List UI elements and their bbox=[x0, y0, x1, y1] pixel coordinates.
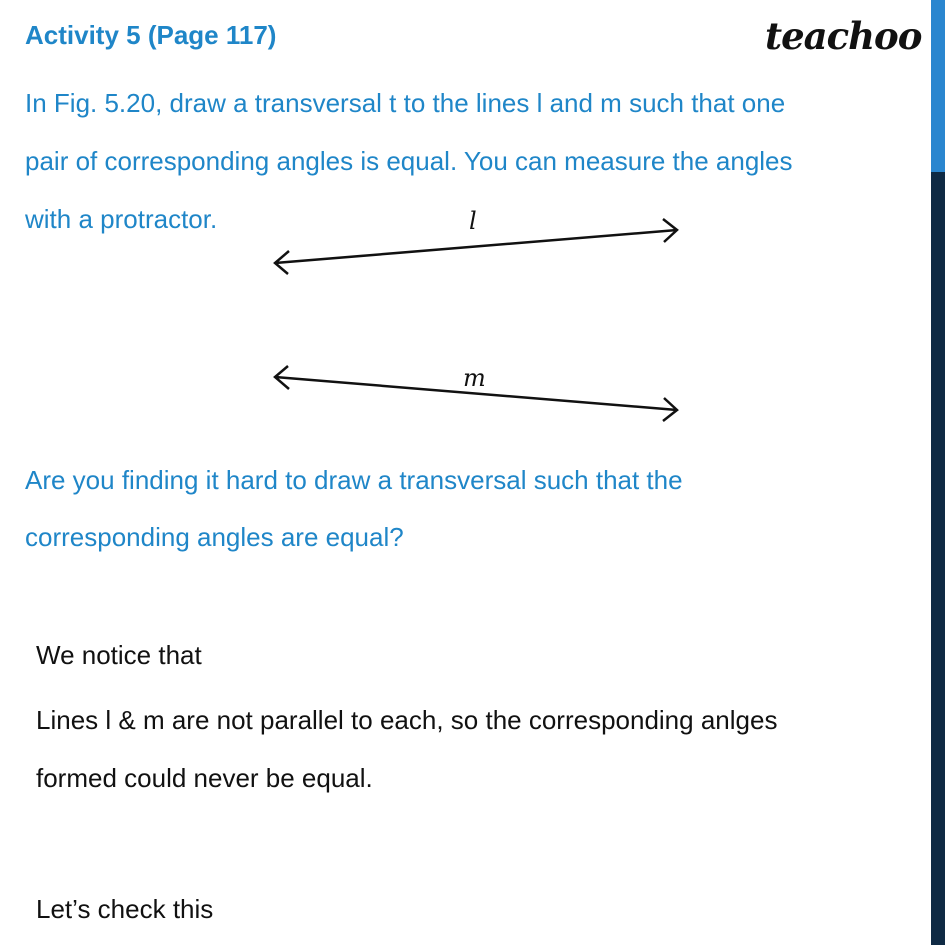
answer-line-1: Lines l & m are not parallel to each, so the corresponding anlges bbox=[36, 705, 778, 735]
label-m: m bbox=[463, 364, 486, 392]
teachoo-logo: teachoo bbox=[765, 14, 922, 58]
answer-notice: We notice that bbox=[36, 640, 202, 670]
question-line-2: pair of corresponding angles is equal. You can measure the angles bbox=[25, 146, 793, 176]
question-line-3: with a protractor. bbox=[25, 204, 218, 234]
answer-check: Let’s check this bbox=[36, 894, 214, 924]
prompt-line-2: corresponding angles are equal? bbox=[25, 522, 404, 552]
prompt-line-1: Are you finding it hard to draw a transversal such that the bbox=[25, 465, 683, 495]
question-line-1: In Fig. 5.20, draw a transversal t to the lines l and m such that one bbox=[25, 88, 786, 118]
scrollbar[interactable] bbox=[931, 0, 945, 945]
label-l: l bbox=[469, 207, 477, 235]
answer-line-2: formed could never be equal. bbox=[36, 763, 373, 793]
page-title: Activity 5 (Page 117) bbox=[25, 20, 277, 50]
scrollbar-thumb[interactable] bbox=[931, 0, 945, 172]
